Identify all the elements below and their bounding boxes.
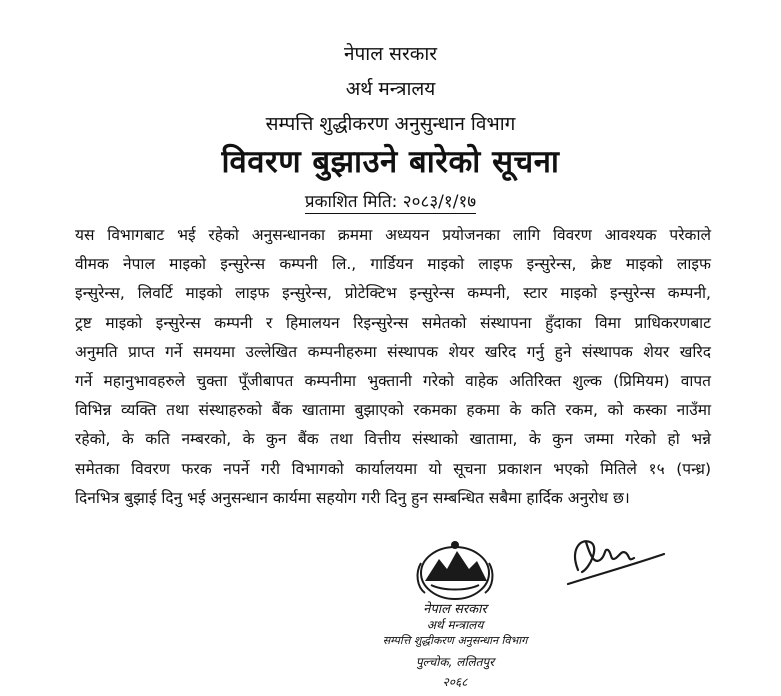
- body-line: अनुमति प्राप्त गर्ने समयमा उल्लेखित कम्पनीहरुमा संस्थापक शेयर खरिद गर्नु हुने संस्थापक शेयर खरिद: [75, 342, 711, 361]
- ministry-name: अर्थ मन्त्रालय: [345, 78, 436, 100]
- seal-line: पुल्चोक, ललितपुर: [415, 655, 495, 669]
- body-line: समेतका विवरण फरक नपर्ने गरी विभागको कार्यालयमा यो सूचना प्रकाशन भएको मितिले १५ (पन्ध्र): [75, 459, 711, 478]
- body-line: वीमक नेपाल माइको इन्सुरेन्स कम्पनी लि., गार्डियन माइको लाइफ इन्सुरेन्स, क्रेष्ट माइको लाइफ: [75, 255, 711, 274]
- body-line: यस विभागबाट भई रहेको अनुसन्धानका क्रममा अध्ययन प्रयोजनका लागि विवरण आवश्यक परेकाले: [75, 226, 711, 244]
- government-name: नेपाल सरकार: [343, 43, 438, 65]
- notice-body: [75, 221, 711, 513]
- body-line: गर्ने महानुभावहरुले चुक्ता पूँजीबापत कम्पनीमा भुक्तानी गरेको वाहेक अतिरिक्त शुल्क (प्रिमियम) वापत: [75, 372, 711, 391]
- body-line: रहेको, के कति नम्बरको, के कुन बैंक तथा वित्तीय संस्थाको खातामा, के कुन जम्मा गरेको हो भन्ने: [75, 430, 711, 449]
- notice-title: विवरण बुझाउने बारेको सूचना: [221, 144, 560, 180]
- seal-line: २०६८: [442, 675, 468, 689]
- body-line: इन्सुरेन्स, लिवर्टि माइको लाइफ इन्सुरेन्स, प्रोटेक्टिभ इन्सुरेन्स कम्पनी, स्टार माइको इन्सुरेन्स कम्पनी,: [75, 284, 711, 303]
- body-line: ट्रष्ट माइको इन्सुरेन्स कम्पनी र हिमालयन रिइन्सुरेन्स समेतको संस्थापना हुँदाका विमा प्राधिकरणबाट: [75, 313, 711, 332]
- published-date-text: प्रकाशित मिति: २०८३/१/१७: [304, 192, 477, 212]
- department-seal: [355, 535, 555, 696]
- body-line: दिनभित्र बुझाई दिनु भई अनुसन्धान कार्यमा सहयोग गरी दिनु हुन सम्बन्धित सबैमा हार्दिक अनुरोध छ।: [75, 488, 630, 507]
- body-line: विभिन्न व्यक्ति तथा संस्थाहरुको बैंक खातामा बुझाएको रकमका हकमा के कति रकम, को कस्का नाउँमा: [75, 401, 711, 420]
- seal-line: सम्पत्ति शुद्धीकरण अनुसन्धान विभाग: [382, 634, 528, 647]
- signature-icon: [560, 520, 670, 590]
- seal-line: अर्थ मन्त्रालय: [426, 618, 484, 632]
- seal-line: नेपाल सरकार: [423, 602, 487, 617]
- department-name: सम्पत्ति शुद्धीकरण अनुसुन्धान विभाग: [265, 113, 516, 135]
- published-date: [0, 189, 781, 212]
